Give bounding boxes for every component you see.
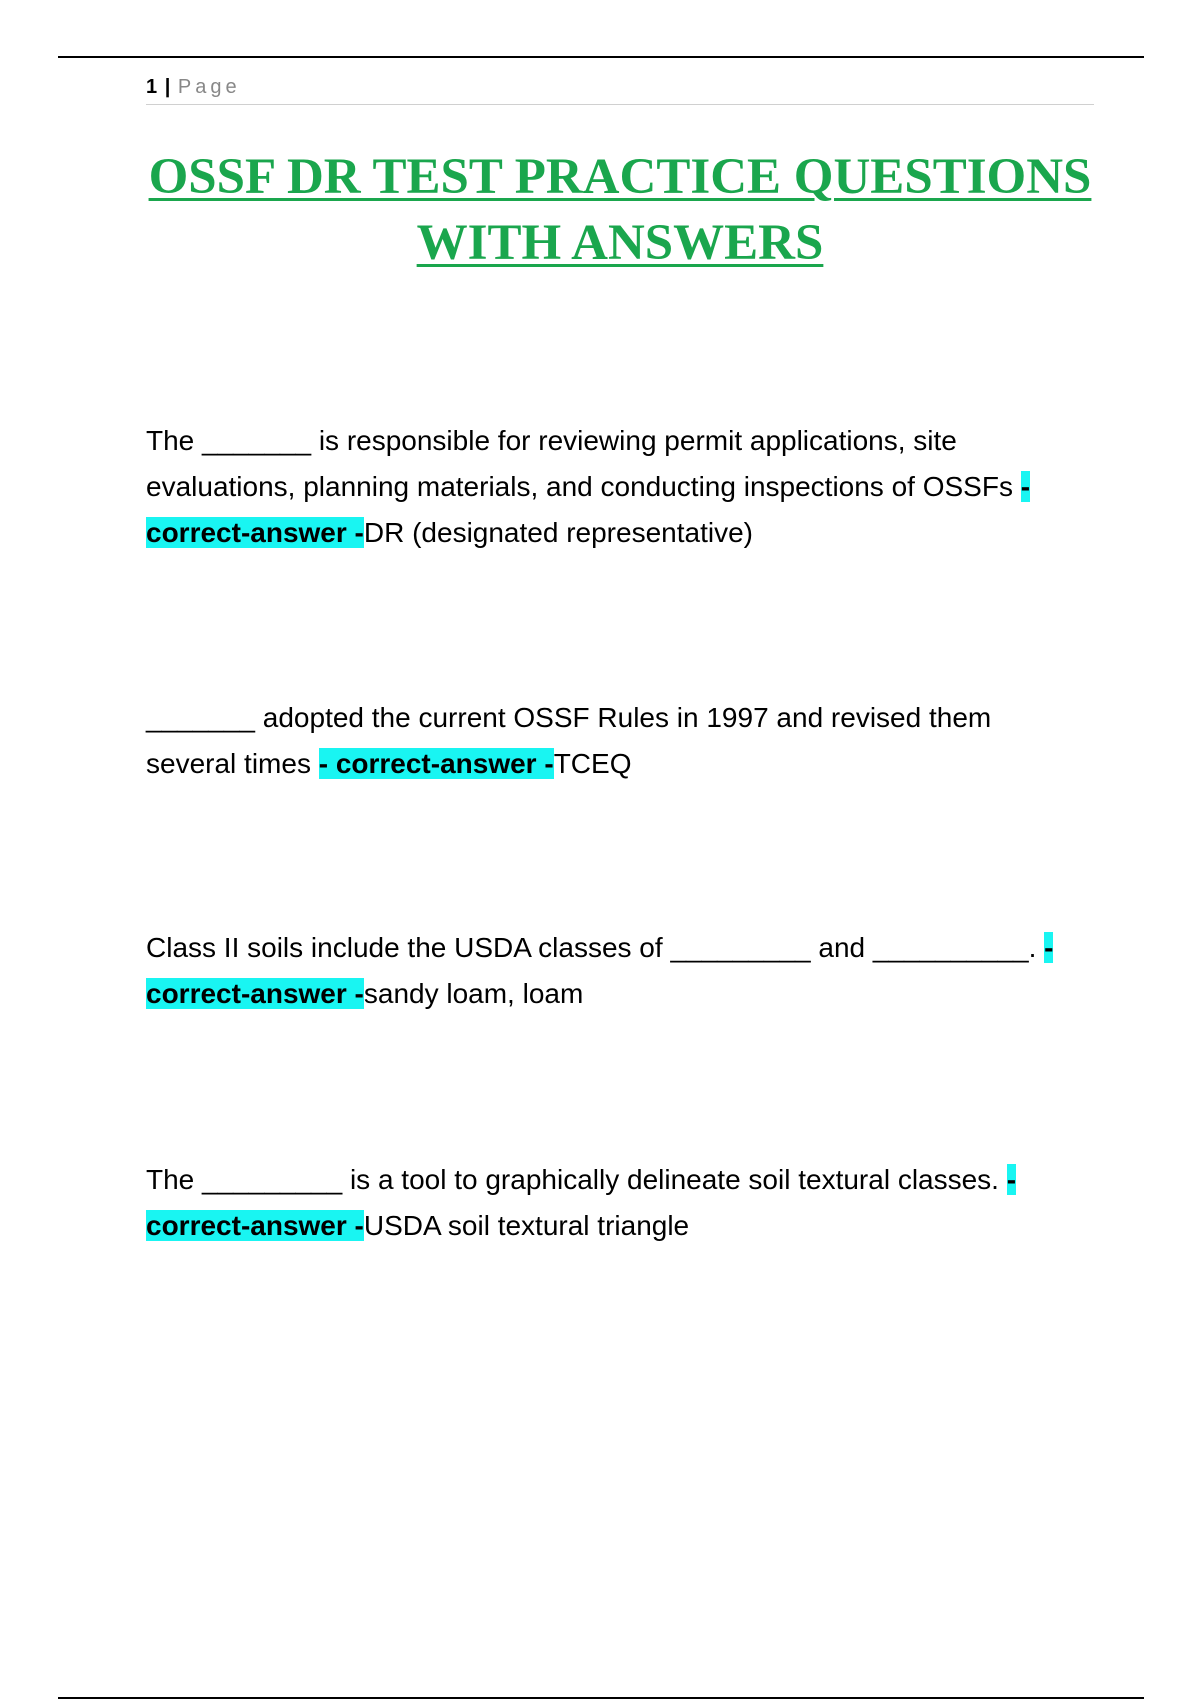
answer-marker: - correct-answer - — [146, 471, 1031, 548]
question-answer-item — [146, 1157, 1076, 1249]
document-title — [146, 144, 1094, 276]
answer-text: DR (designated representative) — [363, 517, 753, 548]
answer-marker: - correct-answer - — [146, 1164, 1017, 1241]
question-text: Class II soils include the USDA classes of _________ and __________. — [146, 932, 1045, 963]
question-text: The _______ is responsible for reviewing permit applications, site evaluations, planning materials, and conducting inspections of OSSFs — [146, 425, 1021, 502]
page-label: Page — [177, 76, 241, 98]
page-number: 1 — [146, 76, 158, 98]
title-line-1: OSSF DR TEST PRACTICE QUESTIONS — [148, 149, 1092, 205]
question-answer-item — [146, 695, 1076, 787]
answer-marker: - correct-answer - — [318, 748, 554, 779]
question-answer-item — [146, 418, 1076, 556]
page-header — [146, 72, 1094, 105]
page-bottom-rule — [58, 1697, 1144, 1699]
page-top-rule — [58, 56, 1144, 58]
title-line-2: WITH ANSWERS — [416, 215, 824, 271]
answer-text: TCEQ — [553, 748, 632, 779]
answer-text: sandy loam, loam — [363, 978, 584, 1009]
page-number-separator: | — [164, 76, 171, 98]
answer-text: USDA soil textural triangle — [363, 1210, 690, 1241]
question-text: The _________ is a tool to graphically delineate soil textural classes. — [146, 1164, 1007, 1195]
question-text: _______ adopted the current OSSF Rules in 1997 and revised them several times — [146, 702, 992, 779]
answer-marker: - correct-answer - — [146, 932, 1054, 1009]
question-answer-item — [146, 925, 1076, 1017]
